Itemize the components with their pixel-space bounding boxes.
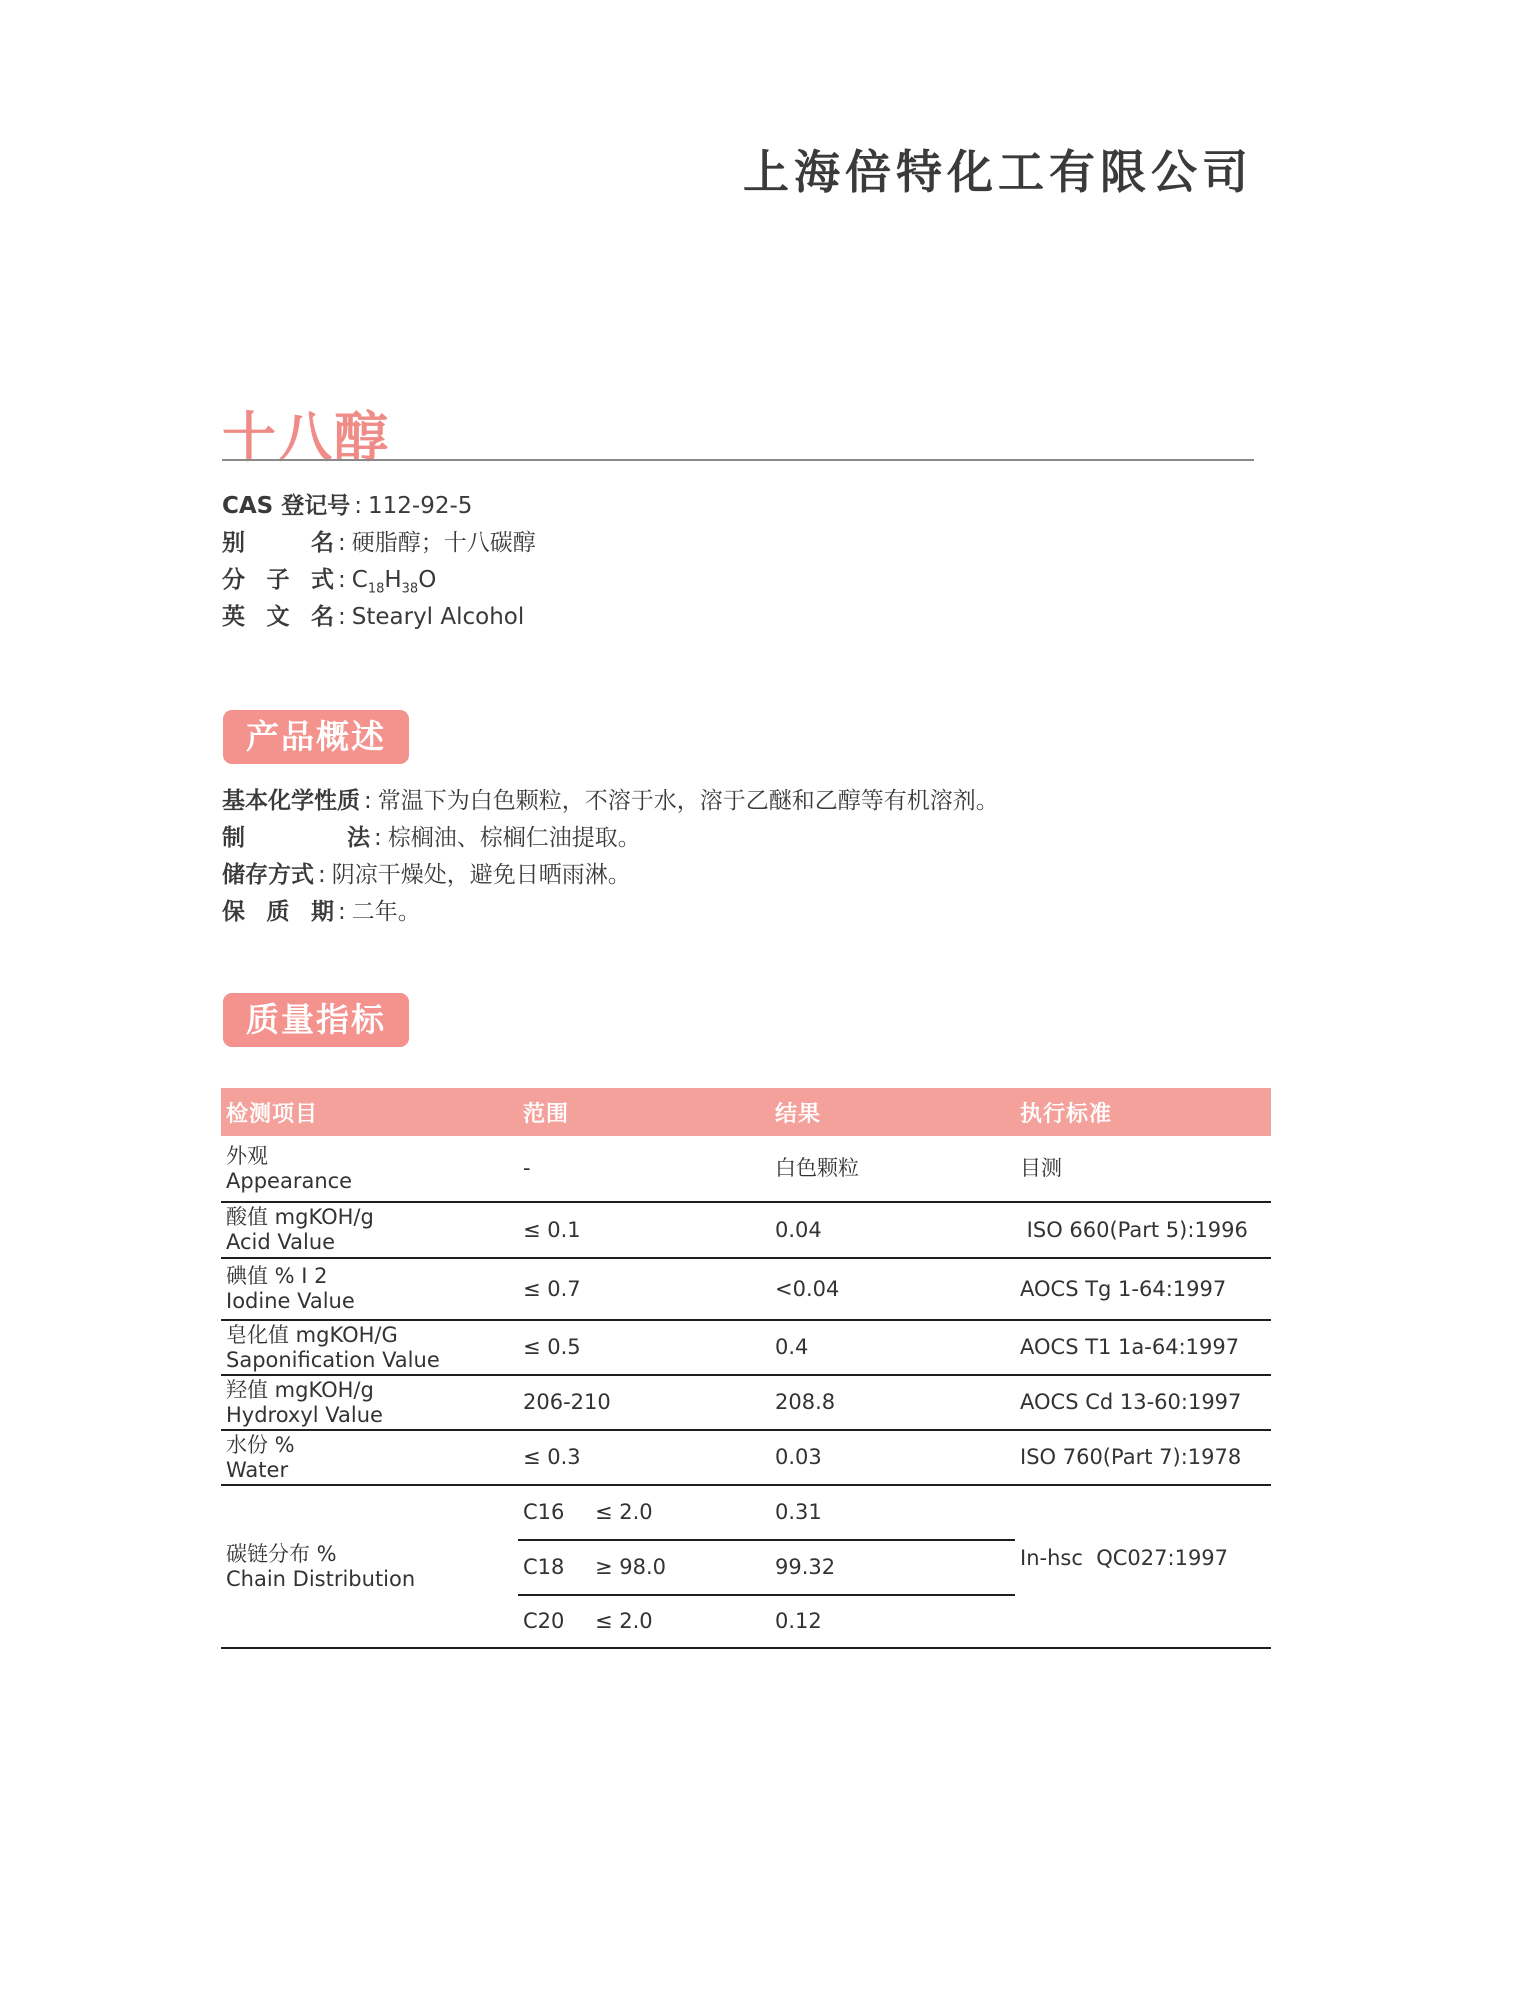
header-item: 检测项目: [221, 1088, 518, 1136]
chain-range-cell: C16 ≤ 2.0: [518, 1485, 770, 1540]
storage-value: 阴凉干燥处，避免日晒雨淋。: [331, 862, 631, 888]
overview-block: [222, 783, 999, 931]
formula-value: $C_{18}H_{38}O$: [351, 567, 437, 597]
item-cell: 外观 Appearance: [221, 1136, 518, 1202]
quality-heading: 质量指标: [223, 993, 409, 1047]
overview-heading: 产品概述: [223, 710, 409, 764]
cas-label: CAS 登记号: [222, 493, 351, 519]
method-row: 制 法 : 棕榈油、棕榈仁油提取。: [222, 820, 999, 857]
range-cell: ≤ 0.5: [518, 1320, 770, 1375]
result-cell: 0.03: [770, 1430, 1015, 1485]
shelf-life-value: 二年。: [351, 899, 421, 925]
result-cell: <0.04: [770, 1258, 1015, 1320]
table-row: [221, 1320, 1271, 1375]
chain-range-cell: C18 ≥ 98.0: [518, 1540, 770, 1595]
properties-label: 基本化学性质: [222, 788, 360, 814]
range-cell: -: [518, 1136, 770, 1202]
chain-result-cell: 99.32: [770, 1540, 1015, 1595]
formula-label: 分 子 式: [222, 567, 334, 593]
result-cell: 208.8: [770, 1375, 1015, 1430]
range-cell: 206-210: [518, 1375, 770, 1430]
result-cell: 白色颗粒: [770, 1136, 1015, 1202]
formula-row: 分 子 式 : $C_{18}H_{38}O$: [222, 562, 536, 599]
storage-row: 储存方式 : 阴凉干燥处，避免日晒雨淋。: [222, 857, 999, 894]
identity-block: [222, 488, 536, 636]
range-cell: ≤ 0.1: [518, 1202, 770, 1258]
alias-value: 硬脂醇；十八碳醇: [351, 530, 536, 556]
english-name-row: 英 文 名 : Stearyl Alcohol: [222, 599, 536, 636]
table-row: [221, 1202, 1271, 1258]
english-name-label: 英 文 名: [222, 604, 334, 630]
table-header-row: [221, 1088, 1271, 1136]
storage-label: 储存方式: [222, 862, 314, 888]
title-divider: [222, 459, 1254, 461]
item-cell: 酸值 mgKOH/g Acid Value: [221, 1202, 518, 1258]
standard-cell: AOCS Tg 1-64:1997: [1015, 1258, 1271, 1320]
header-result: 结果: [770, 1088, 1015, 1136]
chain-result-cell: 0.31: [770, 1485, 1015, 1540]
properties-row: 基本化学性质 : 常温下为白色颗粒，不溶于水，溶于乙醚和乙醇等有机溶剂。: [222, 783, 999, 820]
standard-cell: AOCS Cd 13-60:1997: [1015, 1375, 1271, 1430]
shelf-life-label: 保 质 期: [222, 899, 334, 925]
header-standard: 执行标准: [1015, 1088, 1271, 1136]
cas-value: 112-92-5: [368, 493, 473, 519]
item-cell: 羟值 mgKOH/g Hydroxyl Value: [221, 1375, 518, 1430]
table-row: [221, 1258, 1271, 1320]
properties-value: 常温下为白色颗粒，不溶于水，溶于乙醚和乙醇等有机溶剂。: [377, 788, 999, 814]
result-cell: 0.4: [770, 1320, 1015, 1375]
standard-cell: ISO 660(Part 5):1996: [1015, 1202, 1271, 1258]
range-cell: ≤ 0.7: [518, 1258, 770, 1320]
table-row: [221, 1136, 1271, 1202]
header-range: 范围: [518, 1088, 770, 1136]
item-cell: 碘值 % I 2 Iodine Value: [221, 1258, 518, 1320]
method-value: 棕榈油、棕榈仁油提取。: [387, 825, 641, 851]
range-cell: ≤ 0.3: [518, 1430, 770, 1485]
company-name: 上海倍特化工有限公司: [743, 145, 1253, 199]
alias-label: 别 名: [222, 530, 334, 556]
chain-range-cell: C20 ≤ 2.0: [518, 1595, 770, 1648]
english-name-value: Stearyl Alcohol: [351, 604, 525, 630]
chain-standard-cell: In-hsc QC027:1997: [1015, 1485, 1271, 1648]
alias-row: 别 名 : 硬脂醇；十八碳醇: [222, 525, 536, 562]
table-row: [221, 1375, 1271, 1430]
shelf-life-row: 保 质 期 : 二年。: [222, 894, 999, 931]
table-row: [221, 1430, 1271, 1485]
item-cell: 水份 % Water: [221, 1430, 518, 1485]
standard-cell: ISO 760(Part 7):1978: [1015, 1430, 1271, 1485]
quality-spec-table: [221, 1088, 1271, 1649]
product-title: 十八醇: [222, 406, 390, 469]
standard-cell: 目测: [1015, 1136, 1271, 1202]
cas-row: CAS 登记号 : 112-92-5: [222, 488, 536, 525]
item-cell: 皂化值 mgKOH/G Saponification Value: [221, 1320, 518, 1375]
chain-item-cell: 碳链分布 % Chain Distribution: [221, 1485, 518, 1648]
standard-cell: AOCS T1 1a-64:1997: [1015, 1320, 1271, 1375]
chain-row-c16: [221, 1485, 1271, 1540]
method-label: 制 法: [222, 825, 370, 851]
chain-result-cell: 0.12: [770, 1595, 1015, 1648]
result-cell: 0.04: [770, 1202, 1015, 1258]
